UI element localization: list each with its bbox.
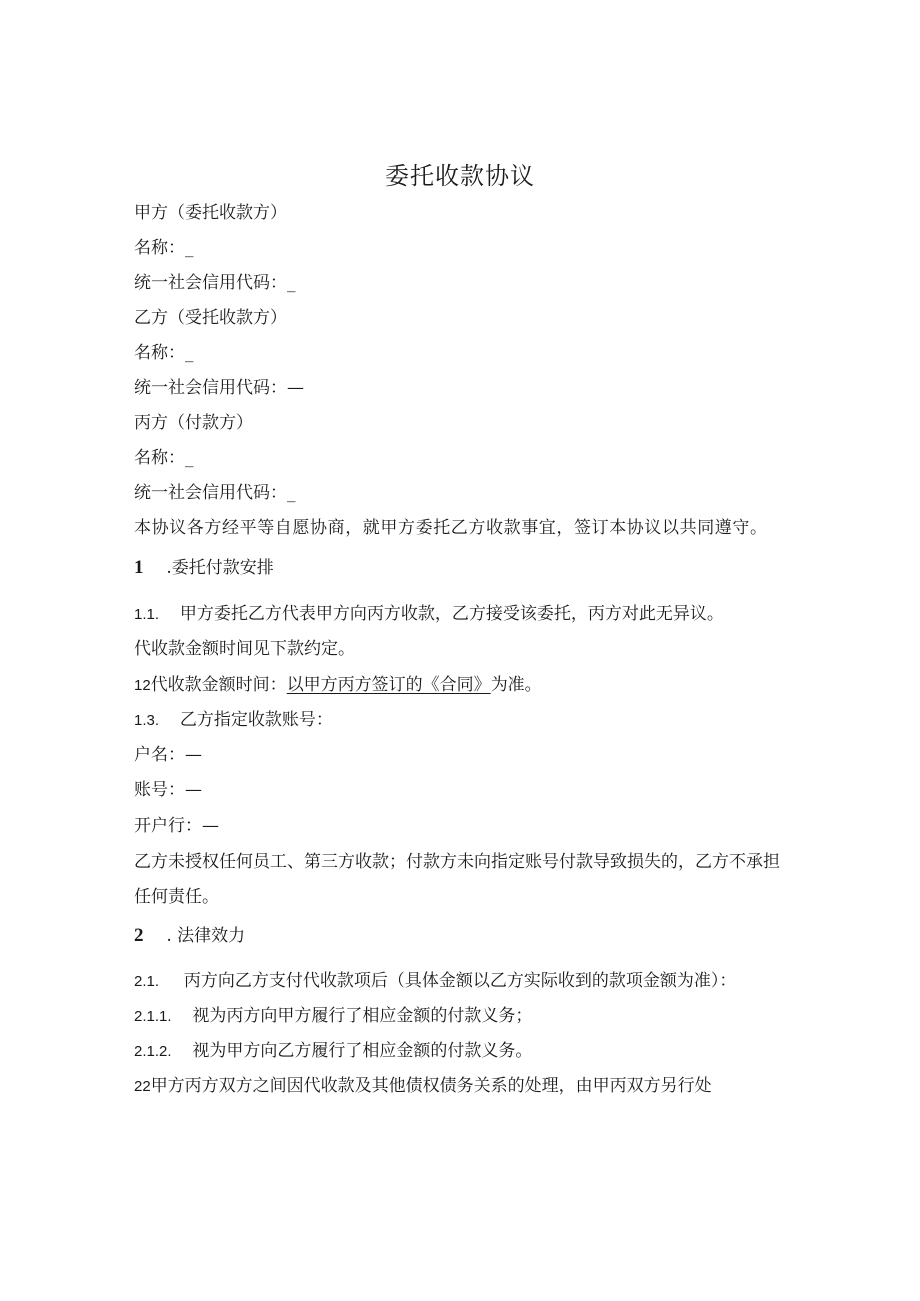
clause-2-2: [134, 1075, 712, 1098]
clause-1-2-prefix: 代收款金额时间：: [150, 675, 287, 695]
account-bank: 开户行：—: [134, 816, 219, 836]
party-a-credit-code: 统一社会信用代码：_: [134, 273, 296, 293]
party-b-heading: 乙方（受托收款方）: [134, 308, 287, 328]
section-1-title: .委托付款安排: [166, 558, 274, 578]
section-2-heading: [134, 925, 245, 947]
section-1-number: 1: [134, 557, 144, 578]
clause-2-1-2-number: 2.1.2.: [134, 1043, 172, 1060]
clause-2-1: [134, 970, 736, 993]
party-b-name: 名称：_: [134, 343, 194, 363]
section-2-title: . 法律效力: [166, 926, 246, 946]
party-a-name: 名称：_: [134, 238, 194, 258]
clause-1-3: [134, 709, 333, 732]
clause-2-1-1-text: 视为丙方向甲方履行了相应金额的付款义务；: [192, 1006, 533, 1026]
clause-2-1-2: [134, 1040, 532, 1063]
clause-2-2-number: 22: [134, 1078, 151, 1095]
section-1-heading: [134, 557, 274, 579]
clause-2-1-text: 丙方向乙方支付代收款项后（具体金额以乙方实际收到的款项金额为准）：: [183, 971, 737, 991]
party-b-credit-code: 统一社会信用代码：—: [134, 378, 304, 398]
document-title: 委托收款协议: [385, 162, 535, 190]
clause-1-2-suffix: 为准。: [490, 675, 542, 695]
clause-2-1-number: 2.1.: [134, 973, 160, 990]
account-number: 账号：—: [134, 780, 202, 800]
clause-1-2: [134, 674, 542, 697]
clause-1-1-continuation: 代收款金额时间见下款约定。: [134, 639, 355, 659]
clause-1-1-text: 甲方委托乙方代表甲方向丙方收款，乙方接受该委托，丙方对此无异议。: [179, 604, 724, 624]
party-c-name: 名称：_: [134, 448, 194, 468]
clause-2-2-text: 甲方丙方双方之间因代收款及其他债权债务关系的处理，由甲丙双方另行处: [150, 1076, 712, 1096]
clause-1-3-text: 乙方指定收款账号：: [179, 710, 333, 730]
party-a-heading: 甲方（委托收款方）: [134, 203, 287, 223]
clause-2-1-2-text: 视为甲方向乙方履行了相应金额的付款义务。: [192, 1041, 533, 1061]
party-c-credit-code: 统一社会信用代码：_: [134, 483, 296, 503]
clause-1-2-underlined: 以甲方丙方签订的《合同》: [286, 675, 491, 695]
clause-1-3-number: 1.3.: [134, 712, 160, 729]
clause-1-2-number: 12: [134, 677, 151, 694]
account-name: 户名：—: [134, 745, 202, 765]
clause-2-1-1-number: 2.1.1.: [134, 1008, 172, 1025]
clause-1-1-number: 1.1.: [134, 606, 160, 623]
clause-1-1: [134, 603, 724, 626]
clause-2-1-1: [134, 1005, 532, 1028]
party-c-heading: 丙方（付款方）: [134, 413, 253, 433]
notice-line-2: 任何责任。: [134, 887, 219, 907]
section-2-number: 2: [134, 925, 144, 946]
intro-paragraph: 本协议各方经平等自愿协商，就甲方委托乙方收款事宜，签订本协议以共同遵守。: [134, 518, 768, 538]
notice-line-1: 乙方未授权任何员工、第三方收款；付款方未向指定账号付款导致损失的，乙方不承担: [134, 852, 780, 872]
